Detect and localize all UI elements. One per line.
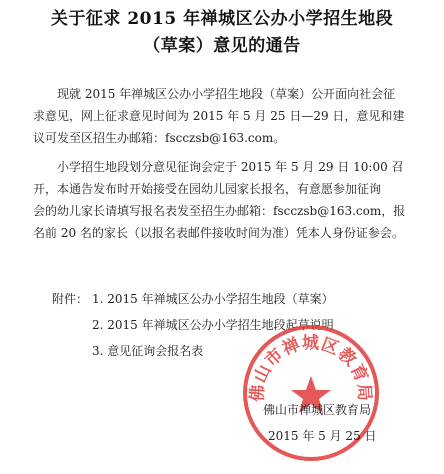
attachments-label: 附件： [52, 292, 89, 306]
attachment-item: 2. 2015 年禅城区公办小学招生地段起草说明 [92, 318, 334, 332]
attachment-item: 3. 意见征询会报名表 [92, 344, 204, 358]
document-title-line-1: 关于征求 2015 年禅城区公办小学招生地段 [50, 9, 394, 29]
official-seal-stamp [236, 318, 386, 468]
document-title-line-2: （草案）意见的通告 [143, 36, 301, 56]
paragraph-line: 现就 2015 年禅城区公办小学招生地段（草案）公开面向社会征 [57, 87, 396, 101]
paragraph-consultation-meeting [33, 156, 418, 244]
paragraph-line: 议可发至区招生办邮箱：fscczsb@163.com。 [33, 131, 286, 145]
paragraph-line: 开，本通告发布时开始接受在园幼儿园家长报名，有意愿参加征询 [33, 182, 382, 196]
signature-organization: 佛山市禅城区教育局 [263, 403, 372, 417]
paragraph-line: 会的幼儿家长请填写报名表发至招生办邮箱：fscczsb@163.com，报 [33, 204, 406, 218]
seal-text: 佛山市禅城区教育局 [247, 333, 375, 403]
attachment-item: 1. 2015 年禅城区公办小学招生地段（草案） [92, 292, 334, 306]
paragraph-consultation-period [33, 83, 418, 149]
paragraph-line: 名前 20 名的家长（以报名表邮件接收时间为准）凭本人身份证参会。 [33, 226, 404, 240]
paragraph-line: 小学招生地段划分意见征询会定于 2015 年 5 月 29 日 10:00 召 [57, 160, 404, 174]
paragraph-line: 求意见，网上征求意见时间为 2015 年 5 月 25 日—29 日，意见和建 [33, 109, 405, 123]
signature-date: 2015 年 5 月 25 日 [268, 429, 377, 443]
